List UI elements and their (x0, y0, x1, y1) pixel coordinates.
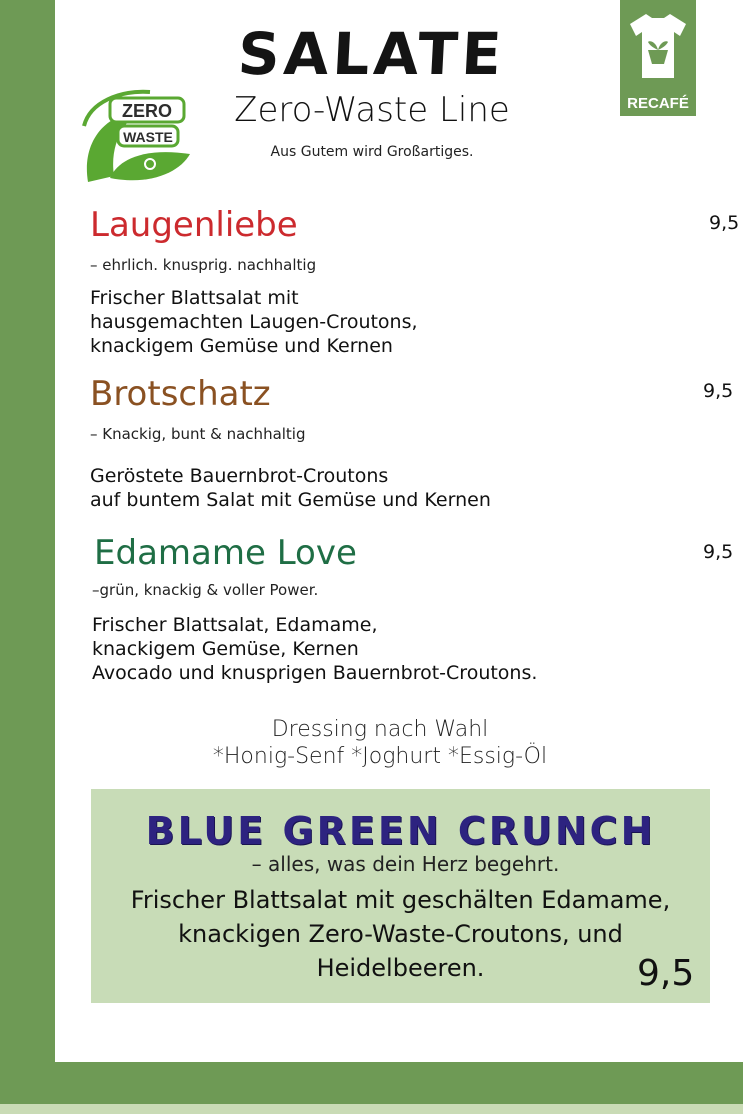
item-price: 9,5 (703, 541, 734, 563)
left-frame-bar (0, 0, 55, 1114)
bottom-frame-stripe (0, 1104, 743, 1114)
zero-waste-logo (80, 86, 202, 188)
item-description: Frischer Blattsalat, Edamame, knackigem Gemüse, Kernen Avocado und knusprigen Bauernbrot-Croutons. (92, 614, 538, 684)
special-item-name: BLUE GREEN CRUNCH (145, 809, 656, 853)
item-price: 9,5 (703, 380, 734, 402)
item-name-edamame-love: Edamame Love (94, 533, 357, 573)
recafe-logo-text: RECAFÉ (627, 95, 689, 112)
menu-title: SALATE (236, 20, 507, 88)
special-item-description: Frischer Blattsalat mit geschälten Edamame, knackigen Zero-Waste-Croutons, und Heidelbeeren. (130, 886, 671, 982)
menu-subtitle: Zero-Waste Line (234, 90, 510, 130)
item-tagline: – Knackig, bunt & nachhaltig (90, 425, 306, 443)
menu-tagline: Aus Gutem wird Großartiges. (270, 144, 474, 160)
item-description: Geröstete Bauernbrot-Croutons auf buntem Salat mit Gemüse und Kernen (90, 465, 491, 511)
item-description: Frischer Blattsalat mit hausgemachten Laugen-Croutons, knackigem Gemüse und Kernen (90, 287, 418, 357)
special-item-box (91, 789, 710, 1003)
item-tagline: – ehrlich. knusprig. nachhaltig (90, 256, 317, 274)
zero-logo-line1: ZERO (121, 101, 173, 121)
special-item-price: 9,5 (637, 953, 695, 994)
item-name-brotschatz: Brotschatz (90, 374, 271, 414)
dressing-options: Dressing nach Wahl *Honig-Senf *Joghurt *Essig-Öl (212, 717, 548, 769)
zero-logo-line2: WASTE (123, 129, 173, 145)
item-price: 9,5 (709, 212, 740, 234)
special-item-tagline: – alles, was dein Herz begehrt. (251, 852, 560, 876)
item-name-laugenliebe: Laugenliebe (90, 205, 298, 245)
item-tagline: –grün, knackig & voller Power. (92, 581, 319, 599)
